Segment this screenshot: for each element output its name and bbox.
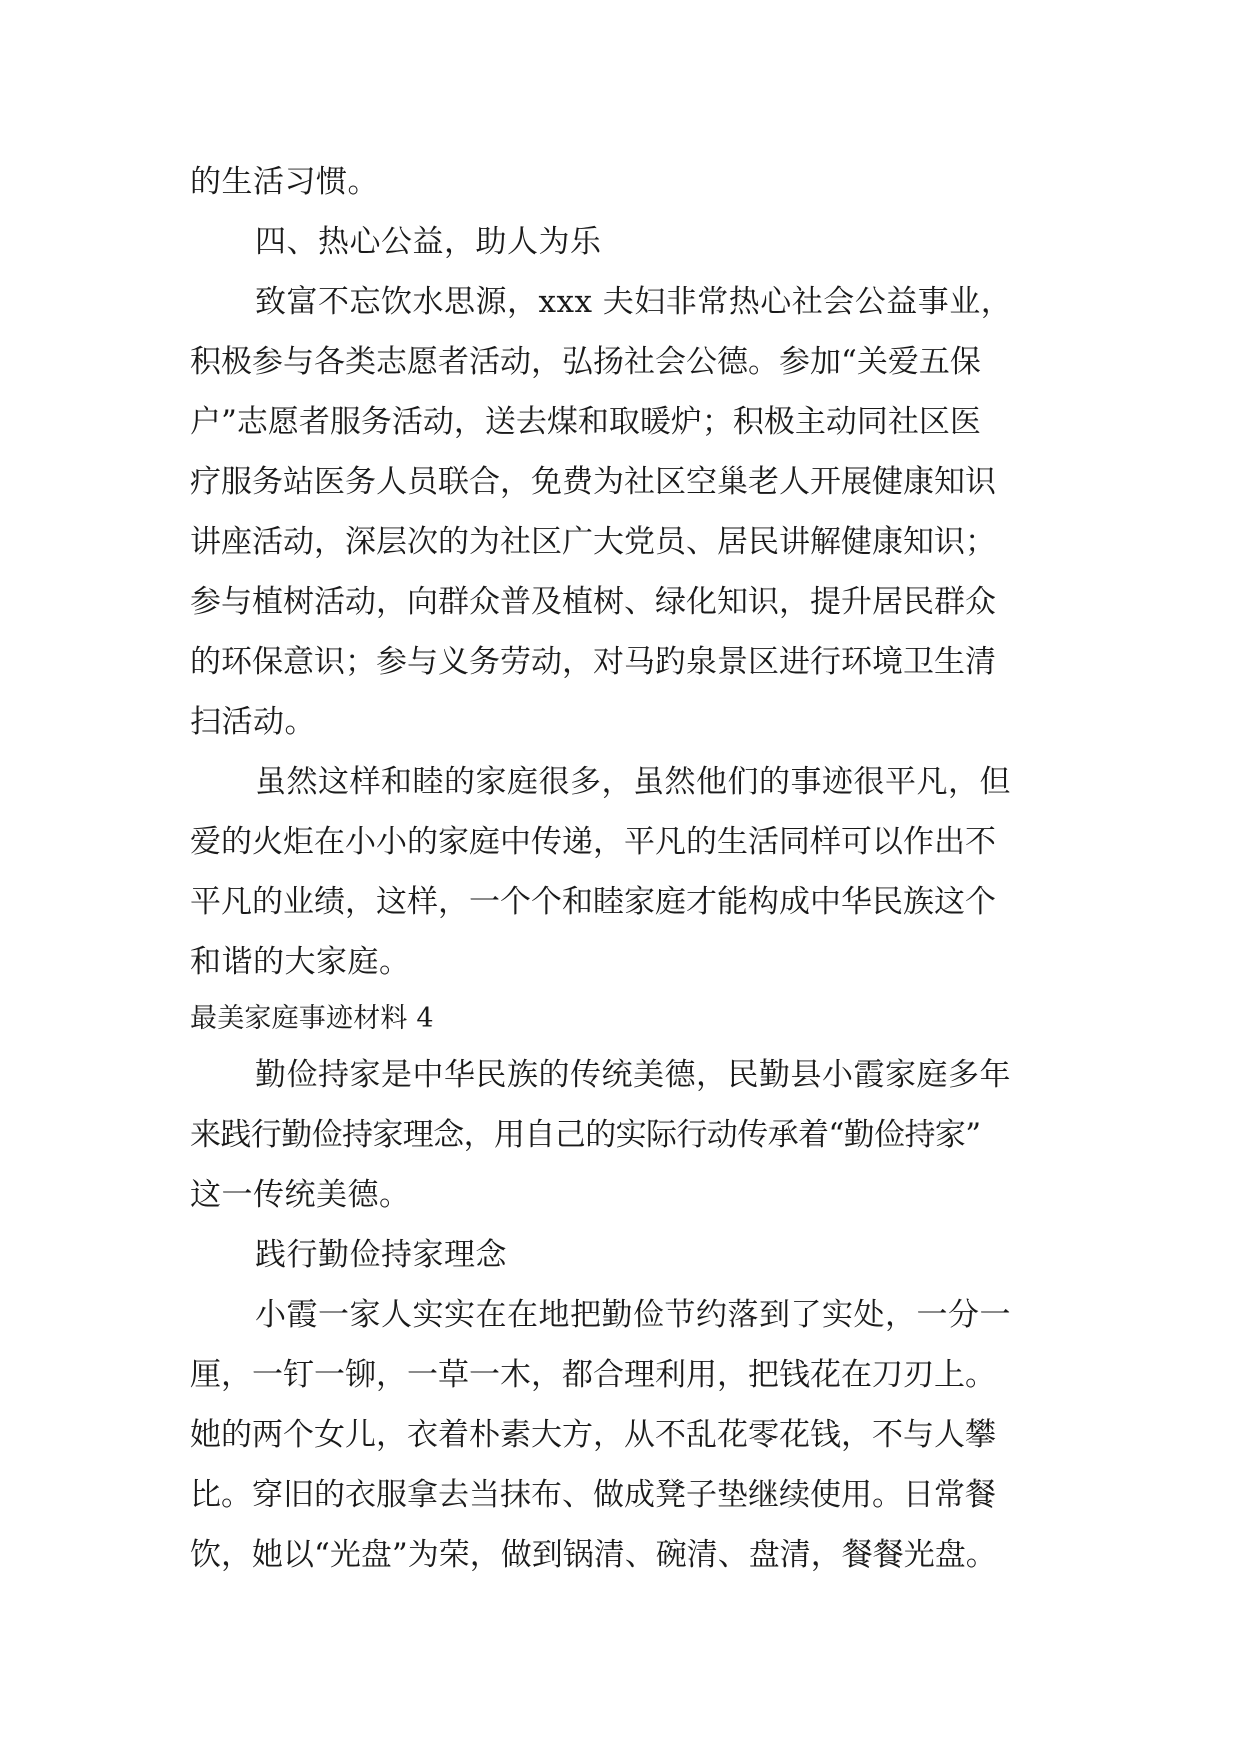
section-heading: 践行勤俭持家理念 <box>255 1237 507 1273</box>
paragraph-line: 扫活动。 <box>190 704 316 740</box>
paragraph-line: 来践行勤俭持家理念，用自己的实际行动传承着“勤俭持家” <box>190 1117 981 1153</box>
paragraph-line: 比。穿旧的衣服拿去当抹布、做成凳子垫继续使用。日常餐 <box>190 1477 996 1513</box>
paragraph-line: 小霞一家人实实在在地把勤俭节约落到了实处，一分一 <box>255 1297 1011 1333</box>
paragraph-line: 虽然这样和睦的家庭很多，虽然他们的事迹很平凡，但 <box>255 764 1011 800</box>
section-title: 最美家庭事迹材料 4 <box>190 1003 434 1034</box>
paragraph-line: 的生活习惯。 <box>190 164 379 200</box>
paragraph-line: 她的两个女儿，衣着朴素大方，从不乱花零花钱，不与人攀 <box>190 1417 996 1453</box>
paragraph-line: 积极参与各类志愿者活动，弘扬社会公德。参加“关爱五保 <box>190 344 981 380</box>
paragraph-line: 参与植树活动，向群众普及植树、绿化知识，提升居民群众 <box>190 584 996 620</box>
paragraph-line: 的环保意识；参与义务劳动，对马趵泉景区进行环境卫生清 <box>190 644 996 680</box>
paragraph-line: 这一传统美德。 <box>190 1177 411 1213</box>
paragraph-line: 平凡的业绩，这样，一个个和睦家庭才能构成中华民族这个 <box>190 884 996 920</box>
paragraph-line: 爱的火炬在小小的家庭中传递，平凡的生活同样可以作出不 <box>190 824 996 860</box>
paragraph-line: 致富不忘饮水思源，xxx 夫妇非常热心社会公益事业， <box>255 284 1013 320</box>
paragraph-line: 讲座活动，深层次的为社区广大党员、居民讲解健康知识； <box>190 524 996 560</box>
paragraph-line: 户”志愿者服务活动，送去煤和取暖炉；积极主动同社区医 <box>190 404 981 440</box>
paragraph-line: 厘，一钉一铆，一草一木，都合理利用，把钱花在刀刃上。 <box>190 1357 996 1393</box>
section-heading: 四、热心公益，助人为乐 <box>255 224 602 260</box>
paragraph-line: 饮，她以“光盘”为荣，做到锅清、碗清、盘清，餐餐光盘。 <box>190 1537 997 1573</box>
paragraph-line: 和谐的大家庭。 <box>190 944 411 980</box>
paragraph-line: 疗服务站医务人员联合，免费为社区空巢老人开展健康知识 <box>190 464 996 500</box>
paragraph-line: 勤俭持家是中华民族的传统美德，民勤县小霞家庭多年 <box>255 1057 1011 1093</box>
